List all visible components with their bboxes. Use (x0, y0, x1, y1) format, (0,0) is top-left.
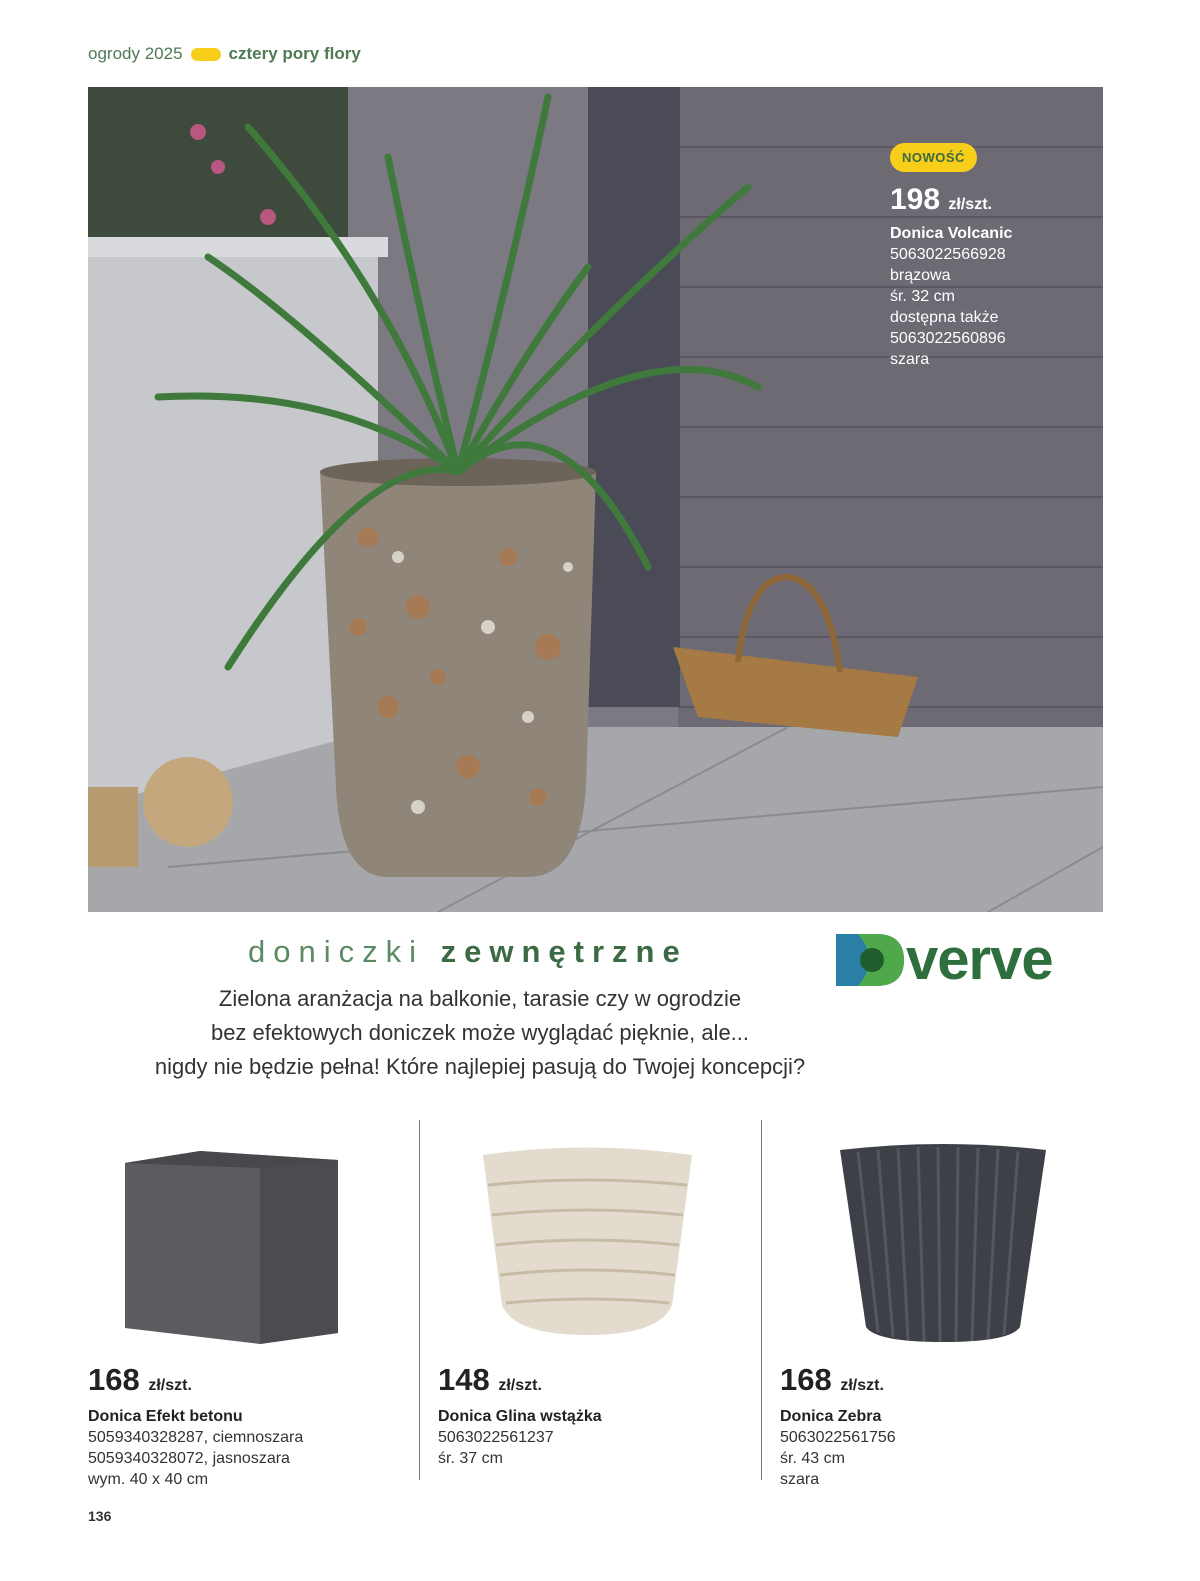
product-card (88, 1360, 303, 1490)
product-detail-line: śr. 37 cm (438, 1450, 503, 1467)
product-price-unit: zł/szt. (148, 1377, 192, 1394)
product-detail-line: szara (780, 1471, 820, 1488)
product-detail-line: 5063022561237 (438, 1429, 554, 1446)
product-detail-line: śr. 43 cm (780, 1450, 845, 1467)
product-image-concrete-planter (120, 1148, 345, 1348)
section-title-bold: zewnętrzne (440, 934, 688, 969)
product-detail-line: 5059340328287, ciemnoszara (88, 1429, 304, 1446)
hero-price-value: 198 (890, 183, 941, 216)
section-title (248, 934, 688, 970)
product-price-value: 148 (438, 1362, 490, 1397)
header-chapter-label: cztery pory flory (228, 44, 361, 63)
intro-paragraph (80, 982, 880, 1084)
column-divider (761, 1120, 762, 1480)
product-image-clay-planter (480, 1145, 695, 1340)
product-detail-line: 5059340328072, jasnoszara (88, 1450, 290, 1467)
hero-product-info (890, 182, 1012, 370)
running-header (88, 44, 361, 64)
hero-price-unit: zł/szt. (948, 196, 992, 213)
product-price (438, 1360, 602, 1406)
hero-product-name: Donica Volcanic (890, 225, 1013, 242)
product-name: Donica Glina wstążka (438, 1408, 602, 1425)
hero-detail-line: szara (890, 351, 930, 368)
hero-price (890, 182, 1012, 223)
section-title-light: doniczki (248, 934, 424, 969)
header-section-label: ogrody 2025 (88, 44, 183, 63)
hero-detail-line: 5063022566928 (890, 246, 1006, 263)
product-name: Donica Zebra (780, 1408, 882, 1425)
hero-detail-line: brązowa (890, 267, 951, 284)
header-pill-icon (191, 48, 221, 61)
product-card (780, 1360, 896, 1490)
product-detail-line: 5063022561756 (780, 1429, 896, 1446)
product-image-zebra-planter (838, 1142, 1048, 1347)
intro-line: Zielona aranżacja na balkonie, tarasie czy w ogrodzie (218, 986, 742, 1011)
verve-logo-icon (836, 934, 904, 986)
intro-line: bez efektowych doniczek może wyglądać pięknie, ale... (210, 1020, 750, 1045)
new-badge: NOWOŚĆ (890, 143, 977, 172)
page-number: 136 (88, 1508, 112, 1524)
column-divider (419, 1120, 420, 1480)
hero-detail-line: dostępna także (890, 309, 999, 326)
product-price-unit: zł/szt. (840, 1377, 884, 1394)
verve-logo (836, 927, 1053, 992)
product-price-unit: zł/szt. (498, 1377, 542, 1394)
product-price (780, 1360, 896, 1406)
product-price (88, 1360, 303, 1406)
intro-line: nigdy nie będzie pełna! Które najlepiej pasują do Twojej koncepcji? (154, 1054, 806, 1079)
product-detail-line: wym. 40 x 40 cm (88, 1471, 209, 1488)
product-card (438, 1360, 602, 1469)
product-price-value: 168 (88, 1362, 140, 1397)
hero-detail-line: 5063022560896 (890, 330, 1006, 347)
hero-detail-line: śr. 32 cm (890, 288, 955, 305)
product-name: Donica Efekt betonu (88, 1408, 243, 1425)
verve-logo-wordmark: verve (906, 927, 1053, 992)
product-price-value: 168 (780, 1362, 832, 1397)
